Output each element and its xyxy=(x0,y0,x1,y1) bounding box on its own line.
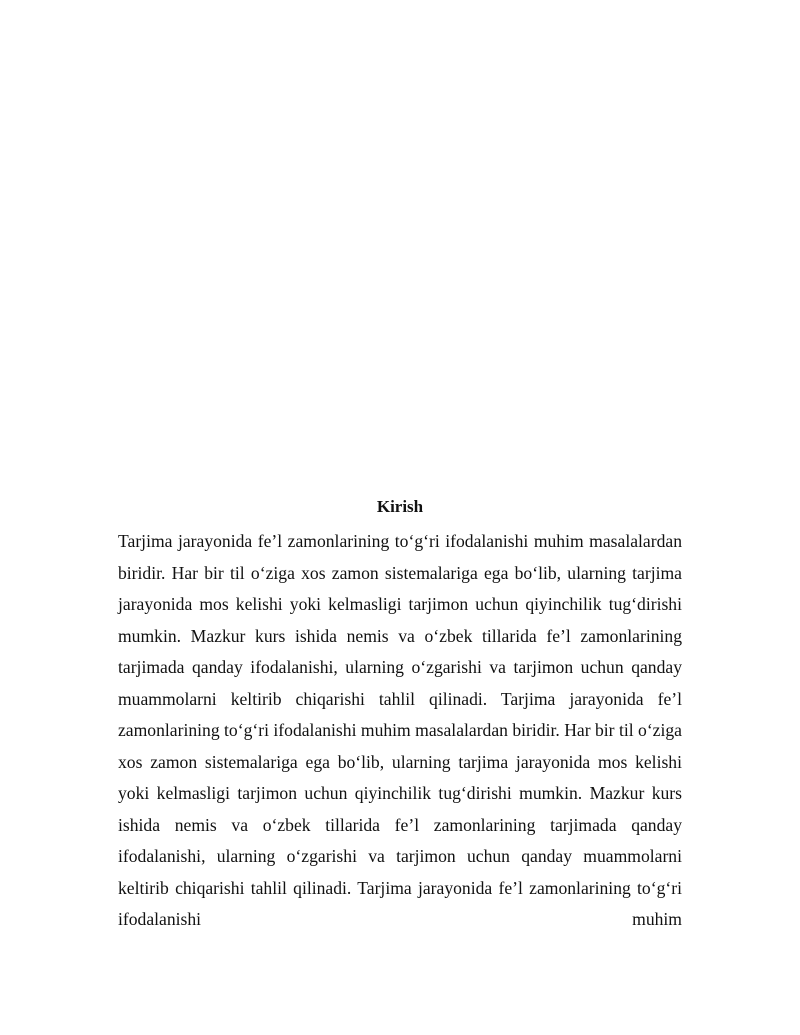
body-paragraph: Tarjima jarayonida fe’l zamonlarining to‘g‘ri ifodalanishi muhim masalalardan biridir. Har bir til o‘ziga xos zamon sistemalariga ega bo‘lib, ularning tarjima jarayonida mos kelishi yoki kelmasligi tarjimon uchun qiyinchilik tug‘dirishi mumkin. Mazkur kurs ishida nemis va o‘zbek tillarida fe’l zamonlarining tarjimada qanday ifodalanishi, ularning o‘zgarishi va tarjimon uchun qanday muammolarni keltirib chiqarishi tahlil qilinadi. Tarjima jarayonida fe’l zamonlarining to‘g‘ri ifodalanishi muhim masalalardan biridir. Har bir til o‘ziga xos zamon sistemalariga ega bo‘lib, ularning tarjima jarayonida mos kelishi yoki kelmasligi tarjimon uchun qiyinchilik tug‘dirishi mumkin. Mazkur kurs ishida nemis va o‘zbek tillarida fe’l zamonlarining tarjimada qanday ifodalanishi, ularning o‘zgarishi va tarjimon uchun qanday muammolarni keltirib chiqarishi tahlil qilinadi. Tarjima jarayonida fe’l zamonlarining to‘g‘ri ifodalanishi muhim xyxy=(118,531,682,929)
page-content xyxy=(118,494,682,936)
section-heading: Kirish xyxy=(376,497,424,516)
